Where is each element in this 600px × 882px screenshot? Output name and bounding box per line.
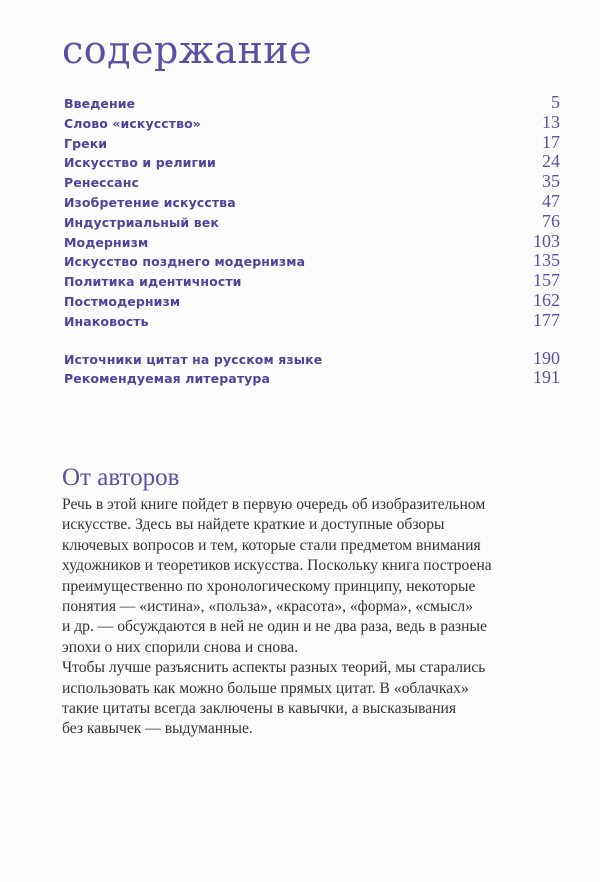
toc-entry-label: Инаковость — [64, 313, 149, 329]
toc-entry-identity-politics[interactable] — [64, 270, 560, 290]
text-line: ключевых вопросов и тем, которые стали предметом внимания — [62, 536, 481, 554]
text-line: эпохи о них спорили снова и снова. — [62, 638, 299, 656]
toc-entry-introduction[interactable] — [64, 92, 560, 112]
text-line: использовать как можно больше прямых цитат. В «облачках» — [62, 679, 469, 697]
toc-entry-word-art[interactable] — [64, 112, 560, 132]
toc-entry-postmodernism[interactable] — [64, 290, 560, 310]
authors-section-body — [62, 495, 582, 740]
toc-entry-art-religions[interactable] — [64, 151, 560, 171]
toc-entry-modernism[interactable] — [64, 231, 560, 251]
toc-entry-label: Искусство позднего модернизма — [64, 254, 306, 270]
toc-entry-industrial-age[interactable] — [64, 211, 560, 231]
toc-entry-label: Рекомендуемая литература — [64, 371, 270, 387]
toc-entry-recommended-reading[interactable] — [64, 367, 560, 387]
toc-entry-page: 47 — [542, 190, 560, 211]
toc-divider — [64, 330, 560, 348]
toc-entry-page: 103 — [533, 230, 560, 251]
toc-entry-page: 190 — [533, 347, 560, 368]
toc-entry-renaissance[interactable] — [64, 171, 560, 191]
toc-entry-label: Ренессанс — [64, 175, 139, 191]
toc-entry-late-modernism[interactable] — [64, 250, 560, 270]
text-line: художников и теоретиков искусства. Поскольку книга построена — [62, 557, 492, 575]
toc-entry-page: 76 — [542, 210, 560, 231]
toc-entry-label: Политика идентичности — [64, 274, 242, 290]
toc-entry-page: 135 — [533, 250, 560, 271]
toc-entry-page: 162 — [533, 289, 560, 310]
toc-entry-label: Источники цитат на русском языке — [64, 351, 323, 367]
toc-entry-page: 191 — [533, 367, 560, 388]
text-line: понятия — «истина», «польза», «красота», «форма», «смысл» — [62, 598, 473, 616]
toc-entry-label: Искусство и религии — [64, 155, 216, 171]
toc-entry-label: Модернизм — [64, 234, 149, 250]
authors-section-title: От авторов — [62, 464, 180, 491]
toc-entry-label: Слово «искусство» — [64, 115, 201, 131]
page-title: содержание — [62, 28, 313, 72]
toc-entry-invention-of-art[interactable] — [64, 191, 560, 211]
toc-entry-label: Введение — [64, 96, 136, 111]
text-line: и др. — обсуждаются в ней не один и не два раза, ведь в разные — [62, 618, 487, 636]
toc-entry-label: Индустриальный век — [64, 214, 219, 230]
text-line: Речь в этой книге пойдет в первую очередь об изобразительном — [62, 496, 486, 513]
toc-entry-label: Постмодернизм — [64, 293, 181, 309]
text-line: Чтобы лучше разъяснить аспекты разных теорий, мы старались — [62, 659, 486, 677]
toc-entry-page: 13 — [542, 111, 560, 132]
toc-entry-otherness[interactable] — [64, 310, 560, 330]
text-line: искусстве. Здесь вы найдете краткие и доступные обзоры — [62, 516, 445, 534]
authors-paragraph-2 — [62, 658, 582, 740]
toc-entry-page: 24 — [542, 151, 560, 172]
toc-entry-label: Изобретение искусства — [64, 194, 236, 210]
toc-entry-page: 35 — [542, 171, 560, 192]
toc-entry-page: 157 — [533, 270, 560, 291]
toc-entry-page: 5 — [551, 92, 560, 112]
text-line: такие цитаты всегда заключены в кавычки, а высказывания — [62, 700, 457, 718]
text-line: без кавычек — выдуманные. — [62, 720, 253, 738]
authors-paragraph-1 — [62, 495, 582, 658]
toc-entry-label: Греки — [64, 135, 108, 151]
toc-entry-greeks[interactable] — [64, 132, 560, 152]
toc-entry-quote-sources[interactable] — [64, 348, 560, 368]
toc-entry-page: 17 — [542, 131, 560, 152]
toc-entry-page: 177 — [533, 309, 560, 330]
text-line: преимущественно по хронологическому принципу, некоторые — [62, 577, 476, 595]
table-of-contents — [64, 92, 560, 387]
